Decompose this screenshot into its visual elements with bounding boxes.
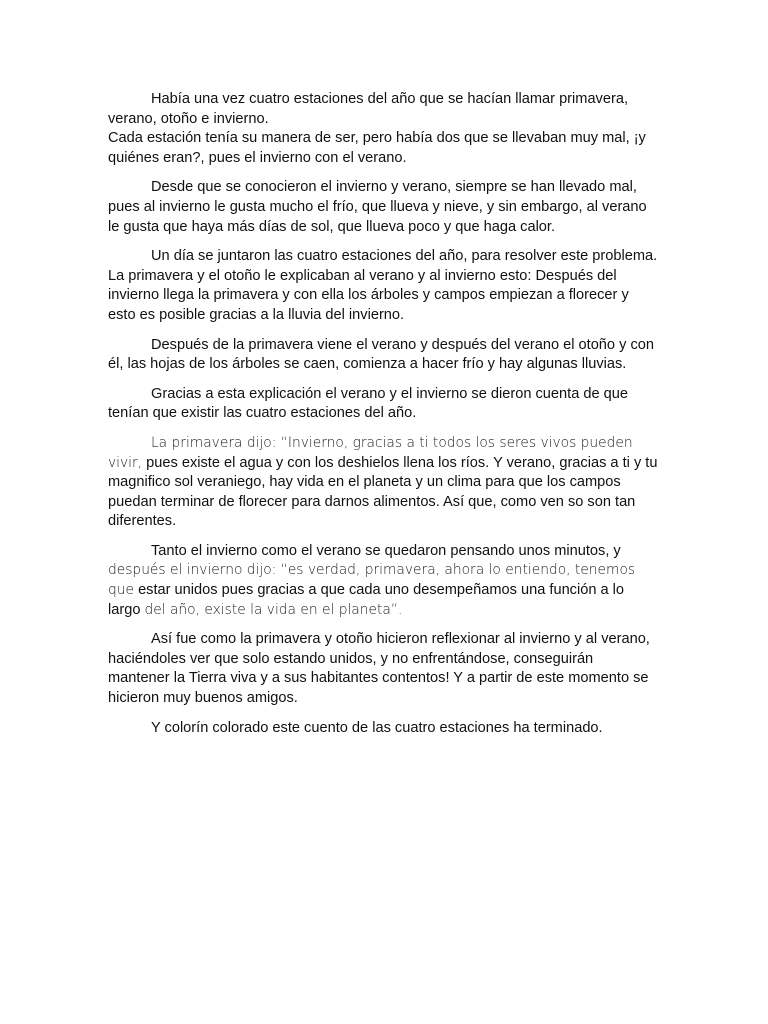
document-body bbox=[108, 90, 658, 748]
quote-invierno-normal-2: estar unidos pues gracias a que cada uno desempeñamos una función a lo largo bbox=[108, 582, 625, 618]
paragraph-4: Después de la primavera viene el verano y después del verano el otoño y con él, las hojas de los árboles se caen, comienza a hacer frío y hay algunas lluvias. bbox=[108, 336, 654, 373]
paragraph-1-text: Había una vez cuatro estaciones del año que se hacían llamar primavera, verano, otoño e invierno. bbox=[108, 91, 629, 127]
quote-primavera-normal-font: pues existe el agua y con los deshielos llena los ríos. Y verano, gracias a ti y tu magnifico sol veraniego, hay vida en el planeta y un clima para que los campos puedan terminar de florecer para darnos alimentos. Así que, como ven so son tan diferentes. bbox=[108, 454, 658, 530]
quote-primavera-alt-font: La primavera dijo: “Invierno, gracias a ti todos los seres vivos pueden vivir, bbox=[108, 434, 633, 471]
quote-invierno-alt-2: del año, existe la vida en el planeta”. bbox=[144, 601, 403, 618]
paragraph-quote-primavera bbox=[108, 434, 658, 532]
paragraph-6: Así fue como la primavera y otoño hicieron reflexionar al invierno y al verano, haciéndoles ver que solo estando unidos, y no enfrentándose, conseguirán mantener la Tierra viva y a sus habitantes contentos! Y a partir de este momento se hicieron muy buenos amigos. bbox=[108, 631, 650, 707]
paragraph-3: Un día se juntaron las cuatro estaciones del año, para resolver este problema. La primavera y el otoño le explicaban al verano y al invierno esto: Después del invierno llega la primavera y con ella los árboles y campos empiezan a florecer y esto es posible gracias a la lluvia del invierno. bbox=[108, 248, 658, 323]
paragraph-1 bbox=[108, 90, 658, 168]
paragraph-7: Y colorín colorado este cuento de las cuatro estaciones ha terminado. bbox=[151, 719, 603, 736]
paragraph-5: Gracias a esta explicación el verano y el invierno se dieron cuenta de que tenían que existir las cuatro estaciones del año. bbox=[108, 385, 629, 422]
paragraph-1-continuation: Cada estación tenía su manera de ser, pero había dos que se llevaban muy mal, ¡y quiénes eran?, pues el invierno con el verano. bbox=[108, 130, 646, 166]
quote-invierno-normal-1: Tanto el invierno como el verano se quedaron pensando unos minutos, y bbox=[151, 542, 621, 559]
paragraph-quote-invierno bbox=[108, 542, 658, 620]
paragraph-2: Desde que se conocieron el invierno y verano, siempre se han llevado mal, pues al invierno le gusta mucho el frío, que llueva y nieve, y sin embargo, al verano le gusta que haya más días de sol, que llueva poco y que haga calor. bbox=[108, 179, 647, 235]
quote-invierno-alt-1: después el invierno dijo: “es verdad, primavera, ahora lo entiendo, tenemos que bbox=[108, 562, 636, 599]
